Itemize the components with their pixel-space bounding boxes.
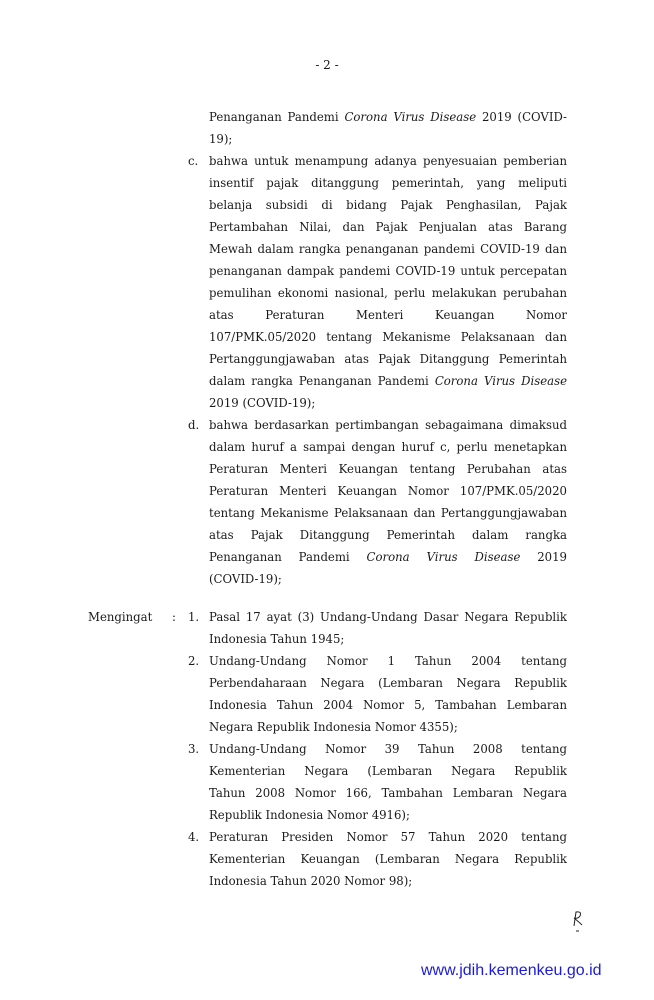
- text-line: [209, 848, 567, 870]
- text-segment: Tahun 2008 Nomor 166, Tambahan Lembaran Negara: [209, 786, 567, 800]
- text-segment: tentang Mekanisme Pelaksanaan dan Pertanggungjawaban: [209, 506, 567, 520]
- text-line: [209, 694, 567, 716]
- text-segment: Mewah dalam rangka penanganan pandemi COVID-19 dan: [209, 242, 567, 256]
- text-line: [209, 392, 567, 414]
- footer-website-link[interactable]: www.jdih.kemenkeu.go.id: [421, 962, 602, 979]
- text-line: [209, 304, 567, 326]
- text-segment: 107/PMK.05/2020 tentang Mekanisme Pelaksanaan dan: [209, 330, 567, 344]
- text-segment: Negara Republik Indonesia Nomor 4355);: [209, 720, 458, 734]
- text-line: [209, 436, 567, 458]
- text-line: [209, 650, 567, 672]
- text-line: [209, 414, 567, 436]
- text-segment: dalam huruf a sampai dengan huruf c, perlu menetapkan: [209, 440, 567, 454]
- text-segment: insentif pajak ditanggung pemerintah, yang meliputi: [209, 176, 567, 190]
- text-line: [209, 760, 567, 782]
- text-line: [209, 326, 567, 348]
- list-marker: 2.: [188, 654, 200, 668]
- text-segment: atas Pajak Ditanggung Pemerintah dalam rangka: [209, 528, 567, 542]
- list-item: [188, 738, 567, 826]
- text-segment: Undang-Undang Nomor 39 Tahun 2008 tentang: [209, 742, 567, 756]
- text-line: [209, 216, 567, 238]
- text-segment: 2019 (COVID-: [476, 110, 567, 124]
- list-marker: c.: [188, 154, 199, 168]
- text-segment: Peraturan Menteri Keuangan Nomor 107/PMK.05/2020: [209, 484, 567, 498]
- text-segment: Penanganan Pandemi: [209, 550, 367, 564]
- text-segment: Pertambahan Nilai, dan Pajak Penjualan atas Barang: [209, 220, 567, 234]
- page-number: - 2 -: [315, 58, 339, 72]
- text-line: [209, 194, 567, 216]
- text-segment: penanganan dampak pandemi COVID-19 untuk percepatan: [209, 264, 567, 278]
- list-marker: 3.: [188, 742, 200, 756]
- text-line: [209, 524, 567, 546]
- text-segment: bahwa untuk menampung adanya penyesuaian pemberian: [209, 154, 567, 168]
- text-line: [209, 282, 567, 304]
- text-segment: 19);: [209, 132, 233, 146]
- text-segment: Republik Indonesia Nomor 4916);: [209, 808, 410, 822]
- list-item: [188, 826, 567, 892]
- text-segment: Penanganan Pandemi: [209, 110, 345, 124]
- italic-text: Corona Virus Disease: [434, 374, 567, 388]
- text-line: [209, 150, 567, 172]
- text-line: [209, 480, 567, 502]
- mengingat-label: Mengingat: [88, 610, 153, 624]
- text-segment: Peraturan Menteri Keuangan tentang Perubahan atas: [209, 462, 567, 476]
- list-marker: d.: [188, 418, 200, 432]
- text-segment: Indonesia Tahun 2020 Nomor 98);: [209, 874, 413, 888]
- mengingat-colon: :: [172, 610, 176, 624]
- text-segment: 2019: [520, 550, 567, 564]
- text-segment: Undang-Undang Nomor 1 Tahun 2004 tentang: [209, 654, 567, 668]
- text-line: [209, 804, 567, 826]
- text-segment: atas Peraturan Menteri Keuangan Nomor: [209, 308, 567, 322]
- text-line: [209, 716, 567, 738]
- text-line: [209, 348, 567, 370]
- list-item: [188, 414, 567, 590]
- list-marker: 4.: [188, 830, 200, 844]
- text-line: [209, 238, 567, 260]
- text-segment: Pertanggungjawaban atas Pajak Ditanggung Pemerintah: [209, 352, 567, 366]
- text-line: [209, 870, 567, 892]
- list-item: [188, 650, 567, 738]
- text-line: [209, 826, 567, 848]
- text-segment: belanja subsidi di bidang Pajak Penghasilan, Pajak: [209, 198, 567, 212]
- text-line: [209, 172, 567, 194]
- mengingat-section: [188, 606, 567, 892]
- text-line: [209, 546, 567, 568]
- italic-text: Corona Virus Disease: [344, 110, 477, 124]
- text-segment: Perbendaharaan Negara (Lembaran Negara Republik: [209, 676, 567, 690]
- considerations-section: [188, 106, 567, 590]
- text-line: [209, 106, 567, 128]
- text-line: [209, 502, 567, 524]
- text-line: [209, 738, 567, 760]
- text-line: [209, 128, 567, 150]
- text-segment: Indonesia Tahun 1945;: [209, 632, 345, 646]
- text-segment: Pasal 17 ayat (3) Undang-Undang Dasar Negara Republik: [209, 610, 567, 624]
- text-line: [209, 672, 567, 694]
- text-line: [209, 370, 567, 392]
- paraf-initial: [570, 910, 584, 937]
- text-segment: Peraturan Presiden Nomor 57 Tahun 2020 tentang: [209, 830, 567, 844]
- text-segment: (COVID-19);: [209, 572, 282, 586]
- list-marker: 1.: [188, 610, 200, 624]
- text-line: [209, 606, 567, 628]
- text-segment: dalam rangka Penanganan Pandemi: [209, 374, 435, 388]
- text-line: [209, 628, 567, 650]
- text-line: [209, 568, 567, 590]
- list-item: [188, 150, 567, 414]
- text-segment: pemulihan ekonomi nasional, perlu melakukan perubahan: [209, 286, 567, 300]
- text-line: [209, 782, 567, 804]
- list-item: [188, 606, 567, 650]
- text-line: [209, 458, 567, 480]
- text-segment: bahwa berdasarkan pertimbangan sebagaimana dimaksud: [209, 418, 567, 432]
- text-line: [209, 260, 567, 282]
- text-segment: 2019 (COVID-19);: [209, 396, 316, 410]
- text-segment: Indonesia Tahun 2004 Nomor 5, Tambahan Lembaran: [209, 698, 567, 712]
- italic-text: Corona Virus Disease: [366, 550, 521, 564]
- text-segment: Kementerian Keuangan (Lembaran Negara Republik: [209, 852, 567, 866]
- text-segment: Kementerian Negara (Lembaran Negara Republik: [209, 764, 567, 778]
